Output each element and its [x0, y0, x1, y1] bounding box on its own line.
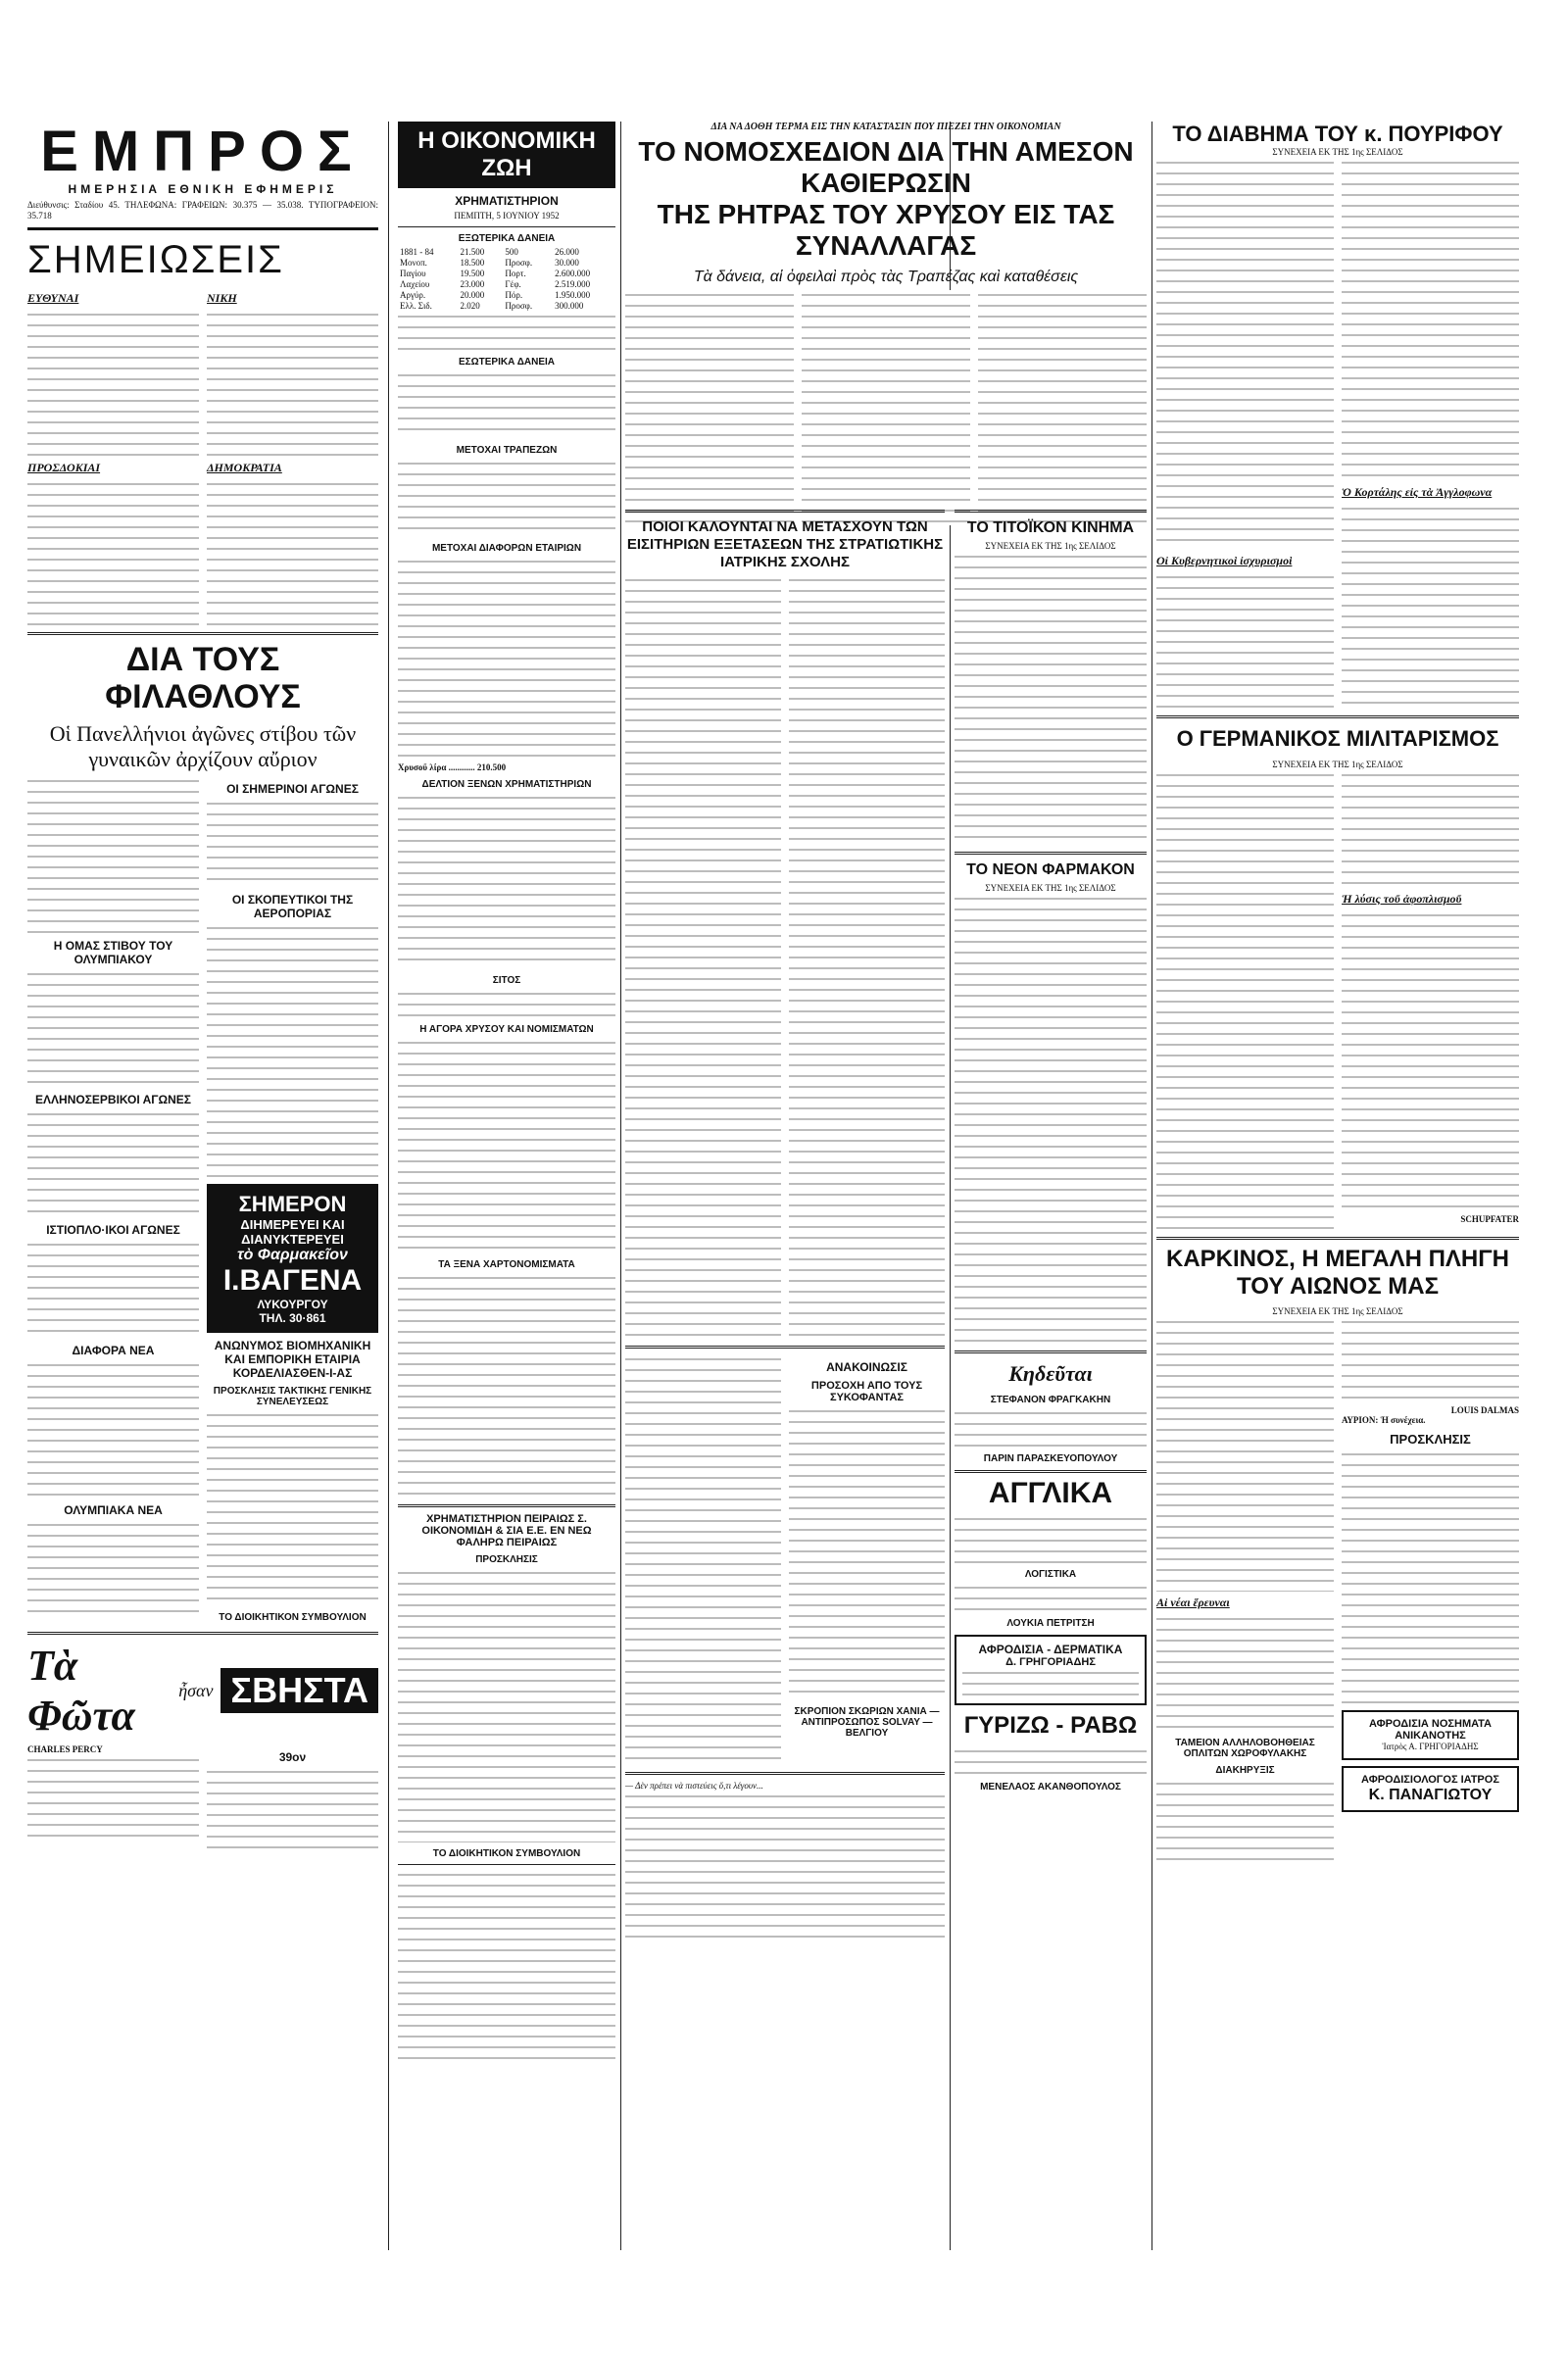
table-cell: 2.600.000: [555, 269, 591, 278]
table-row: [398, 290, 615, 301]
text-block: [27, 1240, 199, 1338]
note-label: ΔΗΜΟΚΡΑΤΙΑ: [207, 461, 282, 474]
column-rule: [388, 122, 389, 2250]
story-label: Ὁ Κορτάλης εἰς τὰ Ἀγγλοφωνα: [1342, 485, 1493, 499]
text-block: [398, 1038, 615, 1253]
notice-title: ΑΝΑΚΟΙΝΩΣΙΣ: [826, 1360, 907, 1374]
notice-ad: ΣΚΡΟΠΙΟΝ ΣΚΩΡΙΩΝ ΧΑΝΙΑ — ΑΝΤΙΠΡΟΣΩΠΟΣ SOLVAY — ΒΕΛΓΙΟΥ: [794, 1706, 940, 1739]
text-block: [27, 1360, 199, 1498]
text-block: [1342, 910, 1519, 1214]
newspaper-page: [27, 122, 1521, 2250]
ad-text: ΤΗΛ. 30·861: [259, 1311, 326, 1325]
table-title: ΔΕΛΤΙΟΝ ΞΕΝΩΝ ΧΡΗΜΑΤΙΣΤΗΡΙΩΝ: [421, 779, 592, 790]
sports-banner: ΔΙΑ ΤΟΥΣ ΦΙΛΑΘΛΟΥΣ: [105, 641, 301, 715]
ad-title: ΑΦΡΟΔΙΣΙΟΛΟΓΟΣ ΙΑΤΡΟΣ: [1361, 1774, 1499, 1786]
story-headline: ΠΟΙΟΙ ΚΑΛΟΥΝΤΑΙ ΝΑ ΜΕΤΑΣΧΟΥΝ ΤΩΝ ΕΙΣΙΤΗΡΙΩΝ ΕΞΕΤΑΣΕΩΝ ΤΗΣ ΣΤΡΑΤΙΩΤΙΚΗΣ ΙΑΤΡΙΚΗΣ ΣΧΟΛΗΣ: [626, 518, 944, 570]
table-row: [398, 258, 615, 269]
table-cell: 1.950.000: [555, 290, 591, 300]
ad-name: Κ. ΠΑΝΑΓΙΩΤΟΥ: [1368, 1787, 1493, 1803]
table-title: ΣΙΤΟΣ: [492, 975, 521, 986]
table-title: ΜΕΤΟΧΑΙ ΔΙΑΦΟΡΩΝ ΕΤΑΙΡΙΩΝ: [431, 543, 582, 554]
text-block: [398, 1870, 615, 2066]
table-cell: Προσφ.: [505, 258, 533, 268]
text-block: [789, 575, 945, 1340]
ad-sub: ΛΟΓΙΣΤΙΚΑ: [1024, 1569, 1077, 1580]
text-block: [955, 552, 1147, 846]
table-title: ΕΣΩΤΕΡΙΚΑ ΔΑΝΕΙΑ: [458, 357, 556, 368]
table-cell: 18.500: [460, 258, 485, 268]
table-title: ΜΕΤΟΧΑΙ ΤΡΑΠΕΖΩΝ: [456, 445, 558, 456]
table-title: Η ΑΓΟΡΑ ΧΡΥΣΟΥ ΚΑΙ ΝΟΜΙΣΜΑΤΩΝ: [419, 1024, 594, 1035]
text-block: [625, 575, 781, 1340]
ad-name: ΜΕΝΕΛΑΟΣ ΑΚΑΝΘΟΠΟΥΛΟΣ: [980, 1782, 1121, 1792]
table-row: [398, 279, 615, 290]
ad-name: ΛΟΥΚΙΑ ΠΕΤΡΙΤΣΗ: [1006, 1618, 1095, 1629]
note-label: ΠΡΟΣΔΟΚΙΑΙ: [27, 461, 101, 474]
funeral-title: Κηδεῦται: [1008, 1361, 1093, 1386]
masthead-title: ΕΜΠΡΟΣ: [40, 122, 366, 183]
subhead: Η ΟΜΑΣ ΣΤΙΒΟΥ ΤΟΥ ΟΛΥΜΠΙΑΚΟΥ: [53, 939, 173, 966]
subhead: ΟΛΥΜΠΙΑΚΑ ΝΕΑ: [64, 1503, 163, 1517]
table-cell: 500: [505, 247, 518, 257]
funeral-sign: ΠΑΡΙΝ ΠΑΡΑΣΚΕΥΟΠΟΥΛΟΥ: [983, 1453, 1118, 1464]
story-headline: ΤΟ ΤΙΤΟΪΚΟΝ ΚΙΝΗΜΑ: [966, 519, 1135, 536]
text-block: [955, 1583, 1147, 1612]
text-block: [398, 557, 615, 762]
ad-sign: ΤΟ ΔΙΟΙΚΗΤΙΚΟΝ ΣΥΜΒΟΥΛΙΟΝ: [432, 1848, 581, 1859]
story-label: Αἱ νέαι ἔρευναι: [1156, 1596, 1230, 1609]
fund-sub: ΔΙΑΚΗΡΥΞΙΣ: [1215, 1765, 1275, 1776]
serial-banner: [27, 1641, 378, 1741]
text-block: [789, 1406, 945, 1700]
ad-title: ΑΝΩΝΥΜΟΣ ΒΙΟΜΗΧΑΝΙΚΗ ΚΑΙ ΕΜΠΟΡΙΚΗ ΕΤΑΙΡΙΑ ΚΟΡΔΕΛΙΑΣΘΕΝ-Ι-ΑΣ: [214, 1339, 371, 1380]
economy-banner: Η ΟΙΚΟΝΟΜΙΚΗ ΖΩΗ: [398, 122, 615, 188]
text-block: [27, 776, 199, 933]
column-3-lower: [625, 504, 945, 2250]
doctor-ad: [1342, 1766, 1519, 1812]
table-cell: Μονοπ.: [400, 258, 427, 268]
text-block: [27, 1755, 199, 1843]
table-row: [398, 269, 615, 279]
finance-table: [398, 247, 615, 312]
credit: LOUIS DALMAS: [1450, 1405, 1519, 1415]
text-block: [207, 923, 378, 1178]
subhead: ΟΙ ΣΗΜΕΡΙΝΟΙ ΑΓΩΝΕΣ: [226, 782, 359, 796]
table-cell: Αργύρ.: [400, 290, 426, 300]
serial-script: Τὰ Φῶτα: [27, 1642, 135, 1740]
main-headline: ΤΗΣ ΡΗΤΡΑΣ ΤΟΥ ΧΡΥΣΟΥ ΕΙΣ ΤΑΣ ΣΥΝΑΛΛΑΓΑΣ: [657, 199, 1115, 261]
text-block: [207, 1410, 378, 1606]
story-label: Ἡ λύσις τοῦ ἀφοπλισμοῦ: [1342, 892, 1462, 906]
story-sub: ΣΥΝΕΧΕΙΑ ΕΚ ΤΗΣ 1ης ΣΕΛΙΔΟΣ: [985, 541, 1116, 551]
text-block: [398, 1568, 615, 1842]
ad-text: τὸ Φαρμακεῖον: [237, 1247, 348, 1263]
table-cell: 300.000: [555, 301, 584, 311]
masthead: [27, 122, 378, 230]
table-cell: Παγίου: [400, 269, 426, 278]
ad-title: ΧΡΗΜΑΤΙΣΤΗΡΙΟΝ ΠΕΙΡΑΙΩΣ Σ. ΟΙΚΟΝΟΜΙΔΗ & ΣΙΑ Ε.Ε. ΕΝ ΝΕΩ ΦΑΛΗΡΩ ΠΕΙΡΑΙΩΣ: [421, 1513, 592, 1548]
table-cell: 23.000: [460, 279, 485, 289]
credit: SCHUPFATER: [1460, 1214, 1519, 1224]
next-part: ΑΥΡΙΟΝ: Ἡ συνέχεια.: [1342, 1415, 1426, 1425]
text-block: [398, 1273, 615, 1498]
text-block: [1156, 158, 1334, 550]
text-block: [1342, 1449, 1519, 1704]
text-block: [955, 894, 1147, 1345]
text-block: [1156, 770, 1334, 1231]
economy-date: ΠΕΜΠΤΗ, 5 ΙΟΥΝΙΟΥ 1952: [454, 211, 560, 221]
table-cell: 20.000: [460, 290, 485, 300]
gold-price: Χρυσοῦ λίρα ............ 210.500: [398, 762, 507, 772]
subhead: ΙΣΤΙΟΠΛΟ·ΙΚΟΙ ΑΓΩΝΕΣ: [46, 1223, 180, 1237]
text-block: [398, 370, 615, 439]
economy-sub: ΧΡΗΜΑΤΙΣΤΗΡΙΟΝ: [455, 194, 559, 208]
note-label: ΕΥΘΥΝΑΙ: [27, 291, 79, 305]
main-headline: ΤΟ ΝΟΜΟΣΧΕΔΙΟΝ ΔΙΑ ΤΗΝ ΑΜΕΣΟΝ ΚΑΘΙΕΡΩΣΙΝ: [638, 136, 1134, 198]
subhead: ΕΛΛΗΝΟΣΕΡΒΙΚΟΙ ΑΓΩΝΕΣ: [35, 1093, 191, 1106]
column-2: [398, 122, 615, 2250]
ad-text: Ι.ΒΑΓΕΝΑ: [222, 1264, 363, 1297]
fund-title: ΤΑΜΕΙΟΝ ΑΛΛΗΛΟΒΟΗΘΕΙΑΣ ΟΠΛΙΤΩΝ ΧΩΡΟΦΥΛΑΚΗΣ: [1175, 1738, 1315, 1759]
story-label: Οἱ Κυβερνητικοὶ ἰσχυρισμοὶ: [1156, 554, 1293, 567]
ad-text: ΣΗΜΕΡΟΝ: [238, 1192, 347, 1216]
ad-text: ΔΙΗΜΕΡΕΥΕΙ ΚΑΙ ΔΙΑΝΥΚΤΕΡΕΥΕΙ: [240, 1217, 345, 1247]
ad-name: Ἰατρὸς Α. ΓΡΗΓΟΡΙΑΔΗΣ: [1382, 1742, 1479, 1751]
ad-game: ΓΥΡΙΖΩ - ΡΑΒΩ: [963, 1712, 1138, 1739]
kicker: ΔΙΑ ΝΑ ΔΟΘΗ ΤΕΡΜΑ ΕΙΣ ΤΗΝ ΚΑΤΑΣΤΑΣΙΝ ΠΟΥ ΠΙΕΖΕΙ ΤΗΝ ΟΙΚΟΝΟΜΙΑΝ: [710, 122, 1061, 132]
table-cell: Πορτ.: [505, 269, 526, 278]
notice-title: ΠΡΟΣΚΛΗΣΙΣ: [1390, 1432, 1471, 1447]
text-block: [1342, 158, 1519, 481]
text-block: [1156, 1614, 1334, 1732]
story-sub: ΣΥΝΕΧΕΙΑ ΕΚ ΤΗΣ 1ης ΣΕΛΙΔΟΣ: [1272, 760, 1403, 769]
text-block: [207, 1767, 378, 1855]
doctor-ad: [1342, 1710, 1519, 1760]
table-title: ΤΑ ΞΕΝΑ ΧΑΡΤΟΝΟΜΙΣΜΑΤΑ: [438, 1259, 575, 1270]
note-label: ΝΙΚΗ: [207, 291, 237, 305]
column-rule: [620, 122, 621, 2250]
text-block: [955, 1514, 1147, 1563]
story-headline: ΤΟ ΝΕΟΝ ΦΑΡΜΑΚΟΝ: [966, 861, 1135, 878]
story-headline: Ο ΓΕΡΜΑΝΙΚΟΣ ΜΙΛΙΤΑΡΙΣΜΟΣ: [1176, 726, 1499, 751]
text-block: [625, 1792, 945, 1939]
ad-subtitle: ΠΡΟΣΚΛΗΣΙΣ: [475, 1554, 538, 1565]
text-block: [398, 459, 615, 537]
column-4: [1156, 122, 1519, 2250]
subhead: ΔΙΑΦΟΡΑ ΝΕΑ: [72, 1344, 155, 1357]
text-block: [27, 969, 199, 1087]
table-cell: 21.500: [460, 247, 485, 257]
text-block: [625, 290, 794, 525]
text-block: [27, 479, 199, 626]
serial-big: ΣΒΗΣΤΑ: [220, 1668, 378, 1713]
ad-english: ΑΓΓΛΙΚΑ: [988, 1477, 1113, 1509]
doctor-ad: [955, 1635, 1147, 1705]
story-sub: ΣΥΝΕΧΕΙΑ ΕΚ ΤΗΣ 1ης ΣΕΛΙΔΟΣ: [1272, 147, 1403, 157]
table-cell: Λαχείου: [400, 279, 430, 289]
text-block: [1156, 1779, 1334, 1867]
table-cell: 19.500: [460, 269, 485, 278]
text-block: [955, 1408, 1147, 1448]
pharmacy-ad: [207, 1184, 378, 1333]
text-block: [398, 989, 615, 1018]
ad-sign: ΤΟ ΔΙΟΙΚΗΤΙΚΟΝ ΣΥΜΒΟΥΛΙΟΝ: [219, 1612, 367, 1623]
story-sub: ΣΥΝΕΧΕΙΑ ΕΚ ΤΗΣ 1ης ΣΕΛΙΔΟΣ: [985, 883, 1116, 893]
table-cell: Ελλ. Σιδ.: [400, 301, 432, 311]
text-block: [1156, 1317, 1334, 1592]
serial-author: CHARLES PERCY: [27, 1744, 103, 1754]
column-3b: [955, 504, 1147, 2250]
story-headline: ΚΑΡΚΙΝΟΣ, Η ΜΕΓΑΛΗ ΠΛΗΓΗ ΤΟΥ ΑΙΩΝΟΣ ΜΑΣ: [1166, 1246, 1509, 1300]
text-block: [27, 1109, 199, 1217]
deck: Τὰ δάνεια, αἱ ὀφειλαὶ πρὸς τὰς Τραπέζας καὶ καταθέσεις: [693, 269, 1079, 285]
text-block: [625, 1354, 781, 1766]
ad-title: ΑΦΡΟΔΙΣΙΑ ΝΟΣΗΜΑΤΑ ΑΝΙΚΑΝΟΤΗΣ: [1369, 1718, 1492, 1742]
text-block: [978, 290, 1147, 525]
table-title: ΕΞΩΤΕΡΙΚΑ ΔΑΝΕΙΑ: [458, 233, 556, 244]
serial-word: ἦσαν: [178, 1680, 214, 1700]
text-block: [398, 312, 615, 351]
story-headline: ΤΟ ΔΙΑΒΗΜΑ ΤΟΥ κ. ΠΟΥΡΙΦΟΥ: [1172, 122, 1503, 146]
sports-headline: Οἱ Πανελλήνιοι ἀγῶνες στίβου τῶν γυναικῶν ἀρχίζουν αὔριον: [49, 721, 357, 771]
ad-name: Δ. ΓΡΗΓΟΡΙΑΔΗΣ: [1005, 1656, 1096, 1668]
text-block: [27, 1520, 199, 1618]
text-block: [207, 799, 378, 887]
table-cell: 30.000: [555, 258, 579, 268]
table-row: [398, 247, 615, 258]
ad-title: ΑΦΡΟΔΙΣΙΑ - ΔΕΡΜΑΤΙΚΑ: [978, 1643, 1123, 1656]
text-block: [1342, 1317, 1519, 1405]
column-1: [27, 122, 378, 2250]
table-cell: Πόρ.: [505, 290, 523, 300]
table-row: [398, 301, 615, 312]
text-block: [1342, 504, 1519, 710]
text-block: [1156, 572, 1334, 710]
text-block: [398, 793, 615, 969]
notice-subtitle: ΠΡΟΣΟΧΗ ΑΠΟ ΤΟΥΣ ΣΥΚΟΦΑΝΤΑΣ: [810, 1380, 923, 1403]
table-cell: 2.519.000: [555, 279, 591, 289]
section-title: ΣΗΜΕΙΩΣΕΙΣ: [27, 238, 284, 281]
masthead-subtitle: ΗΜΕΡΗΣΙΑ ΕΘΝΙΚΗ ΕΦΗΜΕΡΙΣ: [68, 182, 338, 196]
subhead: ΟΙ ΣΚΟΠΕΥΤΙΚΟΙ ΤΗΣ ΑΕΡΟΠΟΡΙΑΣ: [231, 893, 354, 920]
table-cell: Γέφ.: [505, 279, 521, 289]
ad-subtitle: ΠΡΟΣΚΛΗΣΙΣ ΤΑΚΤΙΚΗΣ ΓΕΝΙΚΗΣ ΣΥΝΕΛΕΥΣΕΩΣ: [213, 1386, 372, 1407]
funeral-name: ΣΤΕΦΑΝΟΝ ΦΡΑΓΚΑΚΗΝ: [990, 1395, 1111, 1405]
text-block: [962, 1668, 1139, 1697]
text-block: [1342, 770, 1519, 888]
text-block: [207, 479, 378, 626]
text-block: [27, 310, 199, 457]
serial-episode: 39ον: [278, 1750, 307, 1764]
bottom-text: — Δὲν πρέπει νὰ πιστεύεις ὅ,τι λέγουν...: [625, 1781, 763, 1791]
table-cell: 1881 - 84: [400, 247, 434, 257]
table-cell: 2.020: [460, 301, 480, 311]
table-cell: 26.000: [555, 247, 579, 257]
table-cell: Προσφ.: [505, 301, 533, 311]
text-block: [207, 310, 378, 457]
text-block: [802, 290, 970, 525]
text-block: [955, 1746, 1147, 1776]
ad-text: ΛΥΚΟΥΡΓΟΥ: [257, 1298, 328, 1311]
story-sub: ΣΥΝΕΧΕΙΑ ΕΚ ΤΗΣ 1ης ΣΕΛΙΔΟΣ: [1272, 1306, 1403, 1316]
masthead-info: Διεύθυνσις: Σταδίου 45. ΤΗΛΕΦΩΝΑ: ΓΡΑΦΕΙΩΝ: 30.375 — 35.038. ΤΥΠΟΓΡΑΦΕΙΟΝ: 35.718: [27, 200, 378, 221]
